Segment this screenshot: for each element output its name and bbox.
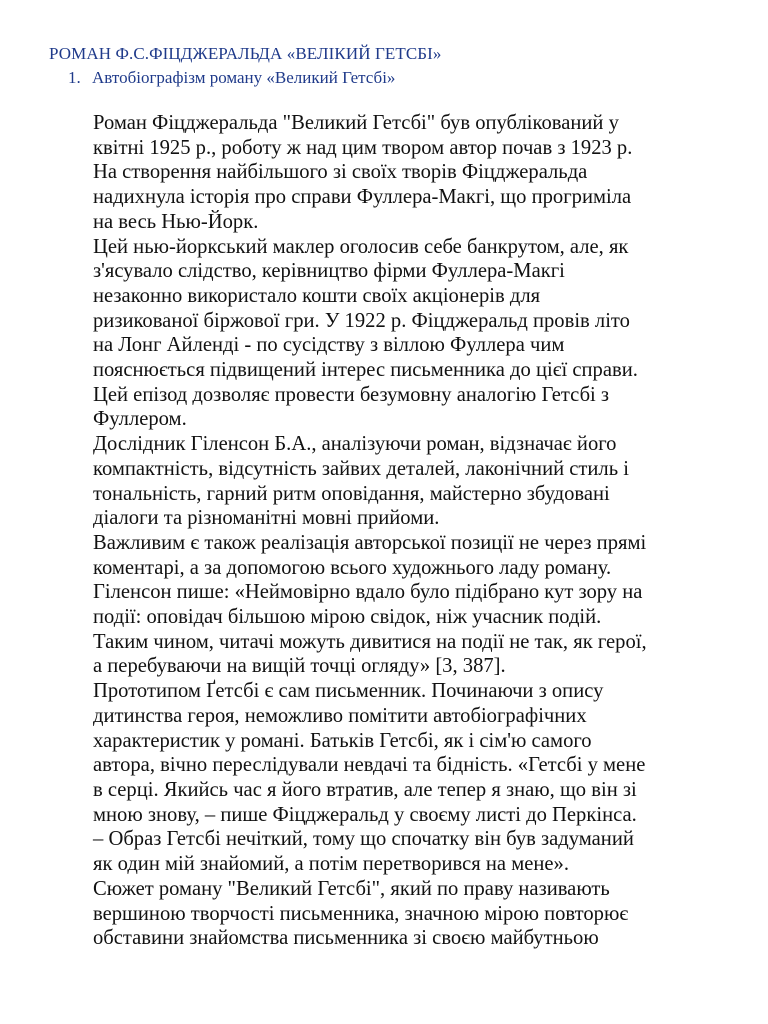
text-line: квітні 1925 р., роботу ж над цим твором автор почав з 1923 р. — [93, 136, 633, 159]
text-line: обставини знайомства письменника зі своєю майбутньою — [93, 927, 599, 950]
text-line: Гіленсон пише: «Неймовірно вдало було підібрано кут зору на — [93, 581, 643, 604]
text-line: на Лонг Айленді - по сусідству з віллою Фуллера чим — [93, 334, 565, 357]
text-line: автора, вічно переслідували невдачі та бідність. «Гетсбі у мене — [93, 754, 646, 777]
text-line: діалоги та різноманітні мовні прийоми. — [93, 507, 440, 530]
text-line: Роман Фіцджеральда "Великий Гетсбі" був опублікований у — [93, 112, 619, 134]
text-line: як один мій знайомий, а потім перетворився на мене». — [93, 853, 569, 876]
text-line: незаконно використало кошти своїх акціонерів для — [93, 284, 541, 307]
text-line: а перебуваючи на вищій точці огляду» [3, 387]. — [93, 655, 506, 678]
text-line: пояснюється підвищений інтерес письменника до цієї справи. — [93, 359, 638, 382]
text-line: Таким чином, читачі можуть дивитися на події не так, як герої, — [93, 630, 647, 653]
text-line: Цей нью-йоркський маклер оголосив себе банкрутом, але, як — [93, 235, 629, 258]
document-title: РОМАН Ф.С.ФІЦДЖЕРАЛЬДА «ВЕЛІКИЙ ГЕТСБІ» — [49, 44, 442, 63]
text-line: На створення найбільшого зі своїх творів Фіцджеральда — [93, 161, 588, 184]
text-line: Важливим є також реалізація авторської позиції не через прямі — [93, 531, 647, 554]
text-line: характеристик у романі. Батьків Гетсбі, як і сім'ю самого — [93, 729, 592, 752]
text-line: Дослідник Гіленсон Б.А., аналізуючи роман, відзначає його — [93, 433, 617, 456]
text-line: дитинства героя, неможливо помітити автобіографічних — [93, 704, 587, 727]
text-line: Фуллером. — [93, 408, 187, 431]
text-line: з'ясувало слідство, керівництво фірми Фуллера-Макгі — [93, 260, 565, 283]
text-line: надихнула історія про справи Фуллера-Макгі, що прогриміла — [93, 186, 632, 209]
text-line: коментарі, а за допомогою всього художнього ладу роману. — [93, 556, 612, 579]
section-heading-text: Автобіографізм роману «Великий Гетсбі» — [92, 68, 396, 87]
text-line: Цей епізод дозволяє провести безумовну аналогію Гетсбі з — [93, 383, 610, 406]
text-line: компактність, відсутність зайвих деталей, лаконічний стиль і — [93, 457, 629, 480]
text-line: події: оповідач більшою мірою свідок, ніж учасник подій. — [93, 606, 602, 629]
text-line: в серці. Якийсь час я його втратив, але тепер я знаю, що він зі — [93, 778, 637, 801]
text-line: Прототипом Ґетсбі є сам письменник. Починаючи з опису — [93, 680, 604, 703]
body-text — [93, 111, 733, 951]
text-line: вершиною творчості письменника, значною мірою повторює — [93, 902, 629, 925]
text-line: Сюжет роману "Великий Гетсбі", який по праву називають — [93, 877, 610, 900]
text-line: – Образ Гетсбі нечіткий, тому що спочатку він був задуманий — [93, 828, 634, 851]
text-line: мною знову, – пише Фіцджеральд у своєму листі до Перкінса. — [93, 803, 637, 826]
section-heading — [68, 67, 395, 89]
section-number: 1. — [68, 68, 81, 87]
text-line: на весь Нью-Йорк. — [93, 210, 259, 233]
text-line: тональність, гарний ритм оповідання, майстерно збудовані — [93, 482, 610, 505]
text-line: ризикованої біржової гри. У 1922 р. Фіцджеральд провів літо — [93, 309, 630, 332]
